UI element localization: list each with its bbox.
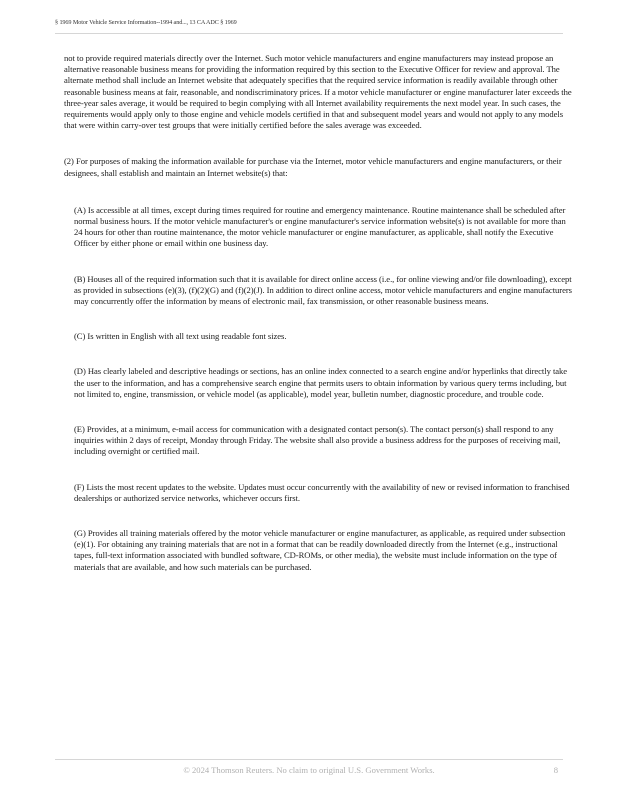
footer-divider xyxy=(55,759,563,760)
page-number: 8 xyxy=(553,765,558,775)
header-divider xyxy=(55,33,563,34)
subsection-c: (C) Is written in English with all text using readable font sizes. xyxy=(74,331,287,342)
subsection-a: (A) Is accessible at all times, except during times required for routine and emergency maintenance. Routine maintenance shall be scheduled after normal business hours. If the motor vehicle manufacturer's or engine manufacturer's service information website(s) is not available for more than 24 hours for other than routine maintenance, the motor vehicle manufacturer or engine manufacturer, as applicable, shall notify the Executive Officer by either phone or email within one business day. xyxy=(74,204,566,249)
subsection-e: (E) Provides, at a minimum, e-mail access for communication with a designated contact person(s). The contact person(s) shall respond to any inquiries within 2 days of receipt, Monday through Friday. The website shall also provide a business address for the purposes of receiving mail, including overnight or certified mail. xyxy=(74,424,561,457)
subsection-f: (F) Lists the most recent updates to the website. Updates must occur concurrently with the availability of new or revised information to franchised dealerships or authorized service networks, whichever occurs first. xyxy=(74,481,570,503)
document-body xyxy=(64,53,574,573)
subsection-d: (D) Has clearly labeled and descriptive headings or sections, has an online index connected to a search engine and/or hyperlinks that directly take the user to the information, and has a comprehensive search engine that permits users to obtain information by various query terms including, but not limited to, engine, transmission, or vehicle model (as applicable), model year, bulletin number, diagnostic procedure, and trouble code. xyxy=(74,366,568,399)
paragraph-2: (2) For purposes of making the information available for purchase via the Internet, motor vehicle manufacturers and engine manufacturers, or their designees, shall establish and maintain an Internet website(s) that: xyxy=(64,156,562,178)
running-header-citation: § 1969 Motor Vehicle Service Information--1994 and..., 13 CA ADC § 1969 xyxy=(55,19,237,26)
subsection-g: (G) Provides all training materials offered by the motor vehicle manufacturer or engine manufacturer, as applicable, as required under subsection (e)(1). For obtaining any training materials that are not in a format that can be readily downloaded directly from the Internet (e.g., instructional tapes, full-text information associated with bundled software, CD-ROMs, or other media), the website must include information on the type of materials that are available, and how such materials can be purchased. xyxy=(74,528,566,572)
subsection-b: (B) Houses all of the required information such that it is available for direct online access (i.e., for online viewing and/or file downloading), except as provided in subsections (e)(3), (f)(2)(G) and (f)(2)(J). In addition to direct online access, motor vehicle manufacturers and engine manufacturers may concurrently offer the information by means of electronic mail, fax transmission, or other reasonable business means. xyxy=(74,273,572,307)
lead-paragraph: not to provide required materials directly over the Internet. Such motor vehicle manufacturers and engine manufacturers may instead propose an alternative reasonable business means for providing the information required by this section to the Executive Officer for review and approval. The alternate method shall include an Internet website that adequately specifies that the required service information is readily available through other reasonable business means at fair, reasonable, and nondiscriminatory prices. If a motor vehicle manufacturer or engine manufacturer later exceeds the three-year sales average, it would be required to begin complying with all Internet availability requirements the next model year. In such cases, the requirements would apply only to those engine and vehicle models certified in that and subsequent model years and would not apply to any models that were within carry-over test groups that were initially certified before the sales average was exceeded. xyxy=(64,53,572,131)
footer-copyright: © 2024 Thomson Reuters. No claim to original U.S. Government Works. xyxy=(183,765,435,775)
